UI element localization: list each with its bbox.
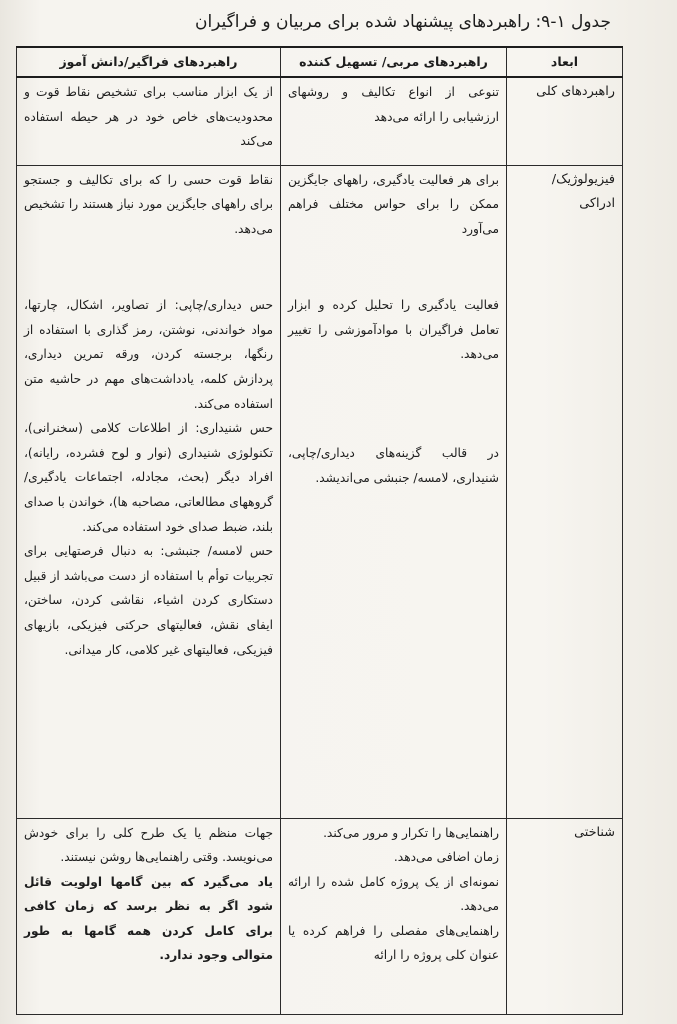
header-learner: راهبردهای فراگیر/دانش آموز <box>17 47 281 77</box>
coach-general: تنوعی از انواع تکالیف و روشهای ارزشیابی را ارائه می‌دهد <box>281 77 507 165</box>
table-row-general <box>17 77 623 165</box>
learner-cognitive-2: یاد می‌گیرد که بین گامها اولویت قائل شود اگر به نظر برسد که زمان کافی برای کامل کردن همه گامها به طور متوالی وجود ندارد. <box>24 874 273 963</box>
learner-cognitive-1: جهات منظم یا یک طرح کلی را برای خودش می‌نویسد. وقتی راهنمایی‌ها روشن نیستند. <box>24 825 273 865</box>
coach-physiological-3: در قالب گزینه‌های دیداری/چاپی، شنیداری، لامسه/ جنبشی می‌اندیشد. <box>288 446 499 485</box>
coach-cognitive-2: زمان اضافی می‌دهد. <box>393 850 499 865</box>
learner-general: از یک ابزار مناسب برای تشخیص نقاط قوت و محدودیت‌های خاص خود در هر حیطه استفاده می‌کند <box>17 77 281 165</box>
coach-cognitive-1: راهنمایی‌ها را تکرار و مرور می‌کند. <box>323 825 499 840</box>
strategies-table <box>16 46 623 1015</box>
learner-physiological-2: حس دیداری/چاپی: از تصاویر، اشکال، چارتها، مواد خواندنی، نوشتن، رمز گذاری با استفاده از رنگها، برجسته کردن، ورقه تمرین دیداری، پردازش کلمه، یادداشت‌های مهم در حاشیه متن استفاده می‌کند. <box>24 298 273 411</box>
dimension-general: راهبردهای کلی <box>507 77 623 165</box>
header-dimensions: ابعاد <box>507 47 623 77</box>
learner-physiological-1: نقاط قوت حسی را که برای تکالیف و جستجو برای راههای جایگزین مورد نیاز هستند را تشخیص می‌دهد. <box>24 172 273 236</box>
coach-cognitive-3: نمونه‌ای از یک پروژه کامل شده را ارائه می‌دهد. <box>288 874 499 914</box>
header-coach: راهبردهای مربی/ تسهیل کننده <box>281 47 507 77</box>
learner-cognitive <box>17 818 281 1014</box>
coach-physiological-2: فعالیت یادگیری را تحلیل کرده و ابزار تعامل فراگیران با موادآموزشی را تغییر می‌دهد. <box>288 298 499 362</box>
header-row <box>17 47 623 77</box>
table-row-physiological <box>17 165 623 818</box>
coach-physiological-1: برای هر فعالیت یادگیری، راههای جایگزین ممکن را برای حواس مختلف فراهم می‌آورد <box>288 172 499 236</box>
table-caption: جدول ۱-۹: راهبردهای پیشنهاد شده برای مربیان و فراگیران <box>194 12 611 32</box>
dimension-cognitive: شناختی <box>507 818 623 1014</box>
coach-physiological <box>281 165 507 818</box>
learner-physiological-4: حس لامسه/ جنبشی: به دنبال فرصتهایی برای تجربیات توأم با استفاده از دست می‌باشد از قبیل دستکاری کردن اشیاء، نقاشی کردن، ساختن، ایفای نقش، فعالیتهای حرکتی فیزیکی، بازیهای فیزیکی، فعالیتهای غیر کلامی، کار میدانی. <box>24 544 273 657</box>
dimension-physiological: فیزیولوژیک/ ادراکی <box>507 165 623 818</box>
table-row-cognitive <box>17 818 623 1014</box>
coach-cognitive-4: راهنمایی‌های مفصلی را فراهم کرده یا عنوان کلی پروژه را ارائه <box>288 923 499 963</box>
learner-physiological-3: حس شنیداری: از اطلاعات کلامی (سخنرانی)، تکنولوژی شنیداری (نوار و لوح فشرده، رایانه)، افراد دیگر (بحث، مجادله، اجتماعات یادگیری/ گروههای مطالعاتی، مصاحبه ها)، خواندن با صدای بلند، ضبط صدای خود استفاده می‌کند. <box>24 421 273 534</box>
coach-cognitive <box>281 818 507 1014</box>
learner-physiological <box>17 165 281 818</box>
